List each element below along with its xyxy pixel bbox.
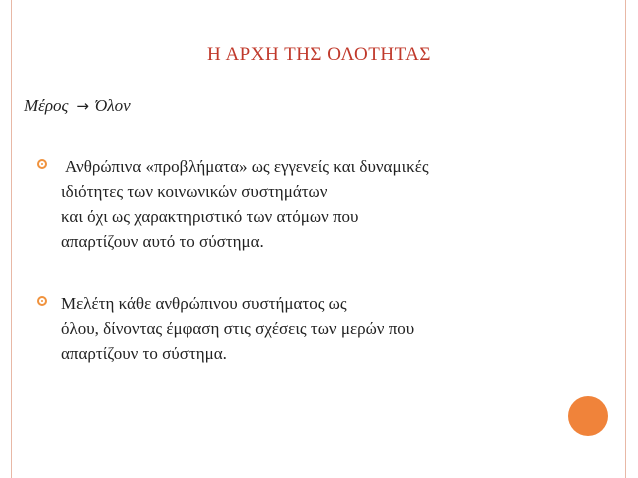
slide-title: Η ΑΡΧΗ ΤΗΣ ΟΛΟΤΗΤΑΣ: [207, 44, 431, 65]
bullet-text: [61, 154, 429, 254]
ring-bullet-icon: [37, 159, 47, 169]
right-arrow-icon: →: [76, 97, 89, 115]
accent-circle: [568, 396, 608, 436]
frame-line-left: [11, 0, 12, 478]
ring-bullet-icon: [37, 296, 47, 306]
bullet-line: Ανθρώπινα «προβλήματα» ως εγγενείς και δυναμικές: [65, 157, 429, 176]
bullet-line: όλου, δίνοντας έμφαση στις σχέσεις των μερών που: [61, 319, 415, 338]
subtitle-from: Μέρος: [24, 96, 69, 115]
bullet-line: και όχι ως χαρακτηριστικό των ατόμων που: [61, 207, 359, 226]
frame-line-right: [625, 0, 626, 478]
bullet-line: ιδιότητες των κοινωνικών συστημάτων: [61, 182, 328, 201]
bullet-line: Μελέτη κάθε ανθρώπινου συστήματος ως: [61, 294, 347, 313]
bullet-text: [61, 291, 414, 366]
subtitle-to: Όλον: [95, 96, 131, 115]
bullet-line: απαρτίζουν το σύστημα.: [61, 344, 227, 363]
subtitle: [24, 96, 131, 116]
bullet-line: απαρτίζουν αυτό το σύστημα.: [61, 232, 264, 251]
